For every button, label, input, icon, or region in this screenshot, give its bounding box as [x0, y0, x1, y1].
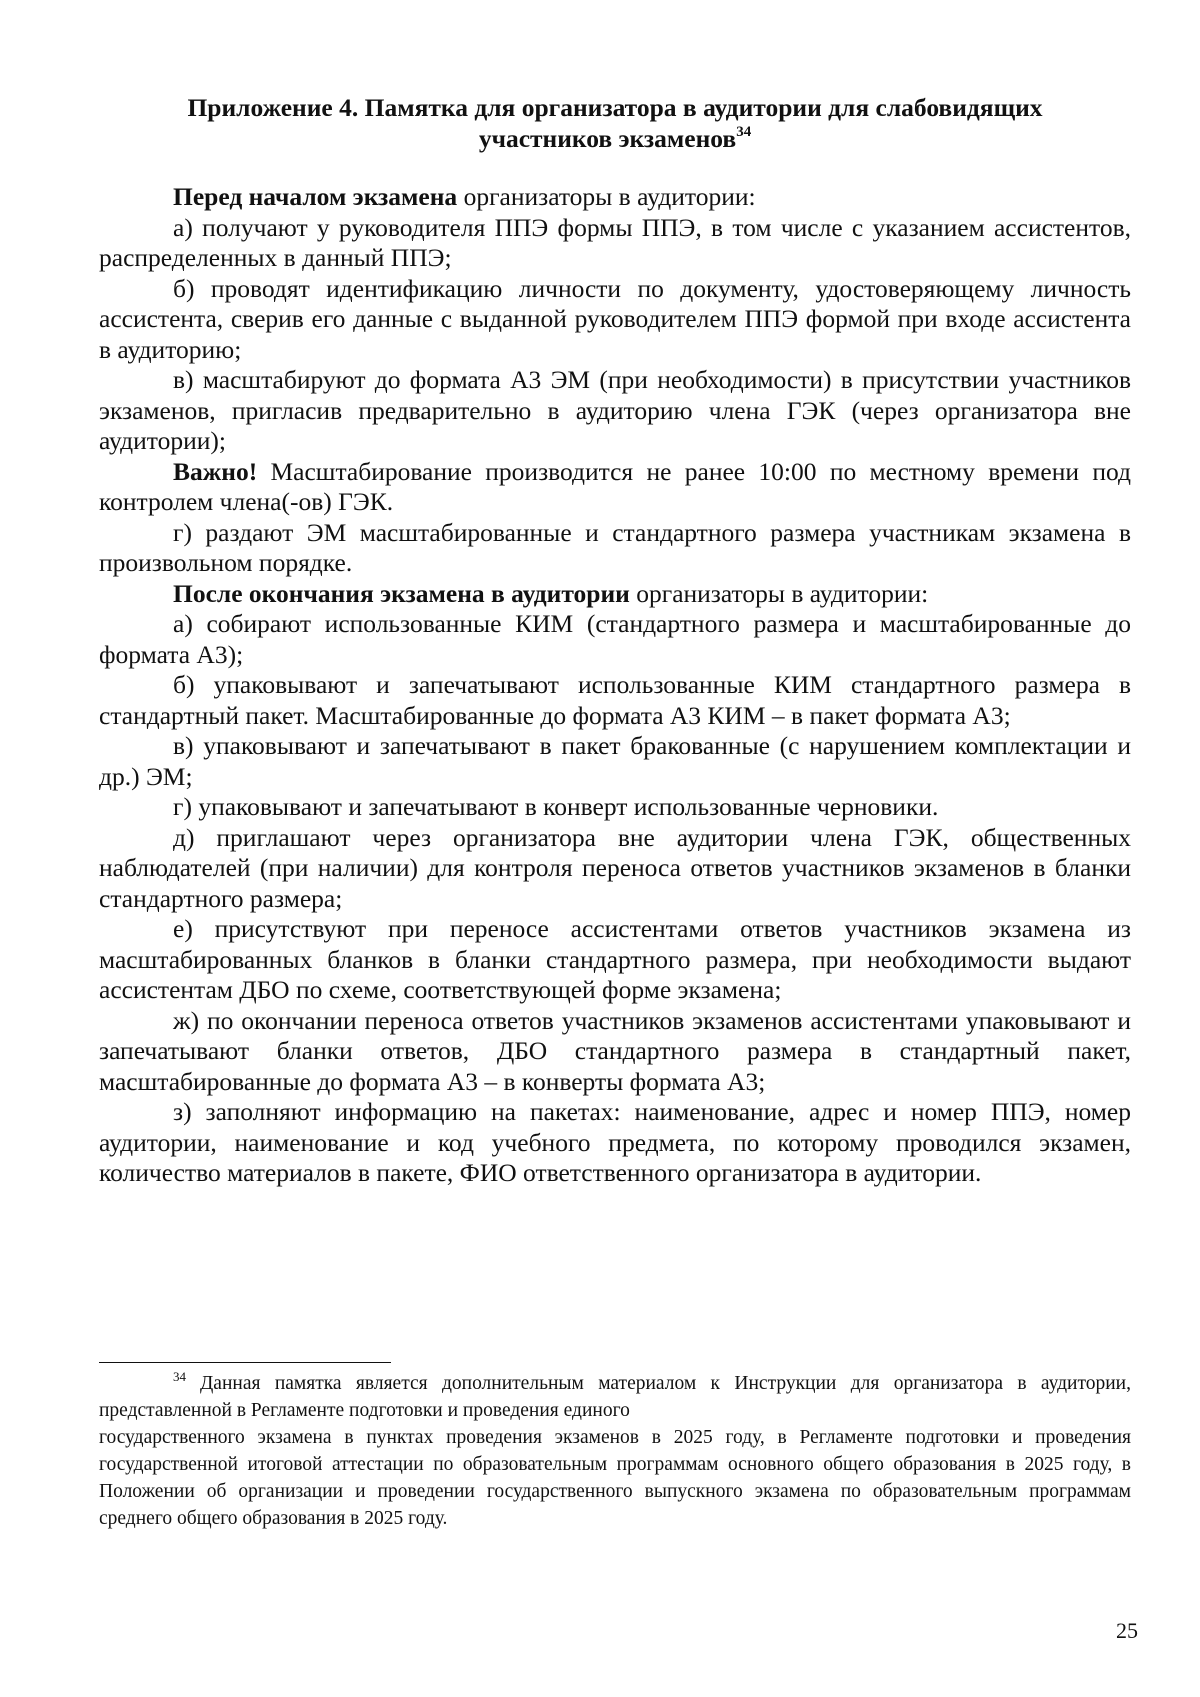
- paragraph: [99, 182, 1131, 213]
- title-line-1: Приложение 4. Памятка для организатора в аудитории для слабовидящих: [187, 93, 1043, 122]
- paragraph: [99, 1097, 1131, 1189]
- paragraph: [99, 518, 1131, 579]
- footnote-separator: [99, 1362, 391, 1363]
- paragraph-text: е) присутствуют при переносе ассистентами ответов участников экзамена из масштабированных бланков в бланки стандартного размера, при необходимости выдают ассистентам ДБО по схеме, соответствующей форме экзамена;: [99, 914, 1131, 1004]
- paragraph-text: д) приглашают через организатора вне аудитории члена ГЭК, общественных наблюдателей (при наличии) для контроля переноса ответов участников экзаменов в бланки стандартного размера;: [99, 822, 1131, 913]
- main-content: [99, 92, 1131, 1189]
- paragraph: [99, 670, 1131, 731]
- paragraph-text: а) собирают использованные КИМ (стандартного размера и масштабированные до формата А3);: [99, 609, 1131, 669]
- paragraph-bold-lead: После окончания экзамена в аудитории: [173, 578, 630, 608]
- paragraph-text: организаторы в аудитории:: [629, 578, 929, 608]
- paragraph-text: з) заполняют информацию на пакетах: наименование, адрес и номер ППЭ, номер аудитории, наименование и код учебного предмета, по которому проводился экзамен, количество материалов в пакете, ФИО ответственного организатора в аудитории.: [99, 1097, 1131, 1187]
- page-title: [99, 92, 1131, 154]
- paragraph: [99, 1006, 1131, 1098]
- paragraph: [99, 579, 1131, 610]
- footnote-text-line-1: Данная памятка является дополнительным материалом к Инструкции для организатора в аудитории, представленной в Регламенте подготовки и проведения единого: [99, 1373, 1131, 1421]
- paragraph: [99, 609, 1131, 670]
- paragraph-text: г) упаковывают и запечатывают в конверт использованные черновики.: [173, 792, 939, 821]
- page-number: 25: [1116, 1618, 1138, 1643]
- paragraph-text: б) упаковывают и запечатывают использованные КИМ стандартного размера в стандартный пакет. Масштабированные до формата А3 КИМ – в пакет формата А3;: [99, 670, 1131, 730]
- paragraph-text: а) получают у руководителя ППЭ формы ППЭ, в том числе с указанием ассистентов, распределенных в данный ППЭ;: [99, 212, 1131, 272]
- paragraph: [99, 731, 1131, 792]
- paragraph-text: Масштабирование производится не ранее 10:00 по местному времени под контролем члена(-ов) ГЭК.: [99, 456, 1131, 516]
- title-line-2: участников экзаменов: [478, 124, 737, 153]
- paragraph: [99, 914, 1131, 1006]
- paragraph: [99, 792, 1131, 823]
- footnote-text-rest: государственного экзамена в пунктах проведения экзаменов в 2025 году, в Регламенте подготовки и проведения государственной итоговой аттестации по образовательным программам основного общего образования в 2025 году, в Положении об организации и проведении государственного выпускного экзамена по образовательным программам среднего общего образования в 2025 году.: [99, 1427, 1131, 1529]
- footnote: [99, 1370, 1131, 1532]
- paragraph-text: в) масштабируют до формата А3 ЭМ (при необходимости) в присутствии участников экзаменов, пригласив предварительно в аудиторию члена ГЭК (через организатора вне аудитории);: [99, 365, 1131, 455]
- footnote-reference[interactable]: 34: [736, 124, 752, 140]
- footnote-first-line: [99, 1370, 1131, 1424]
- paragraph-text: б) проводят идентификацию личности по документу, удостоверяющему личность ассистента, сверив его данные с выданной руководителем ППЭ формой при входе ассистента в аудиторию;: [99, 273, 1131, 364]
- paragraph: [99, 213, 1131, 274]
- paragraph: [99, 274, 1131, 366]
- paragraph-text: в) упаковывают и запечатывают в пакет бракованные (с нарушением комплектации и др.) ЭМ;: [99, 731, 1131, 791]
- body-text: [99, 182, 1131, 1189]
- paragraph: [99, 365, 1131, 457]
- paragraph-text: организаторы в аудитории:: [457, 182, 756, 211]
- paragraph: [99, 823, 1131, 915]
- paragraph-bold-lead: Важно!: [173, 456, 258, 486]
- paragraph-text: ж) по окончании переноса ответов участников экзаменов ассистентами упаковывают и запечатывают бланки ответов, ДБО стандартного размера в стандартный пакет, масштабированные до формата А3 – в конверты формата А3;: [99, 1005, 1131, 1096]
- paragraph: [99, 457, 1131, 518]
- footnote-number: 34: [173, 1369, 186, 1384]
- paragraph-text: г) раздают ЭМ масштабированные и стандартного размера участникам экзамена в произвольном порядке.: [99, 517, 1131, 577]
- paragraph-bold-lead: Перед началом экзамена: [173, 182, 458, 211]
